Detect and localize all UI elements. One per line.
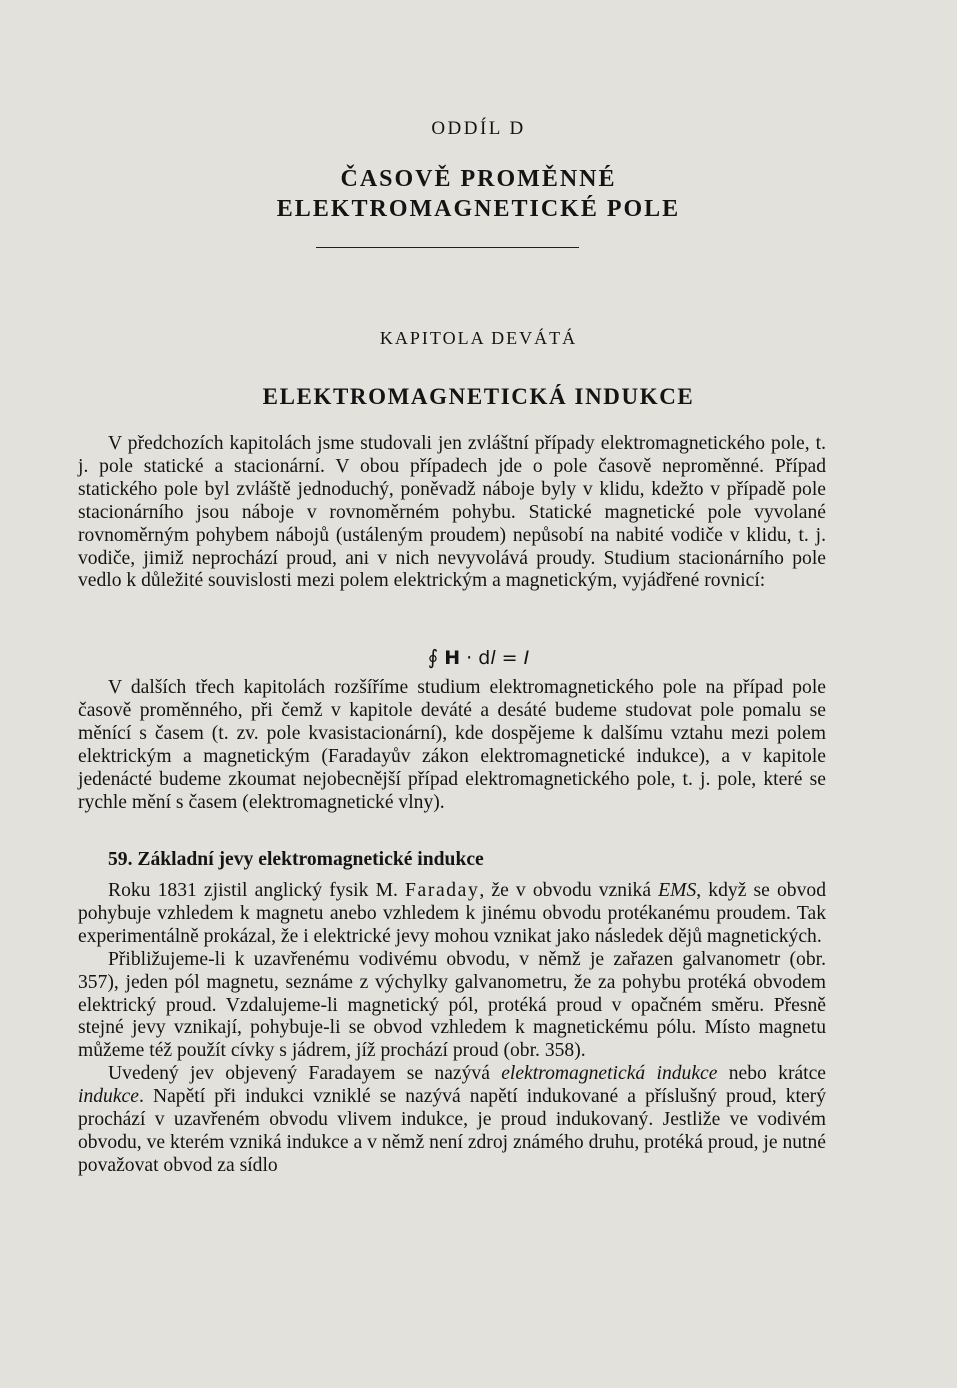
equation-dot: · d [460, 647, 491, 669]
p3-text-a: Uvedený jev objevený Faradayem se nazývá [108, 1063, 502, 1085]
faraday-name: Faraday [405, 880, 480, 901]
equation-line-element: l [490, 647, 496, 669]
title-divider [316, 247, 579, 248]
part-label: ODDÍL D [431, 118, 526, 139]
ampere-law-equation [0, 645, 957, 669]
p3-text-b: nebo krátce [717, 1063, 827, 1085]
chapter-title: ELEKTROMAGNETICKÁ INDUKCE [262, 384, 695, 409]
chapter-label: KAPITOLA DEVÁTÁ [379, 328, 578, 348]
equation-equals: = [495, 647, 524, 669]
equation-current: I [523, 647, 530, 669]
p1-text-c: , když se obvod pohybuje vzhledem k magnetu anebo vzhledem k jinému obvodu protékanému proudem. Tak experimentálně prokázal, že i elektrické jevy mohou vznikat jako následek dějů magnetických. [78, 880, 826, 947]
ems-term: EMS [658, 880, 697, 901]
section-paragraph-3 [78, 1063, 826, 1178]
contour-integral-symbol: ∮ [427, 645, 439, 669]
part-title [0, 164, 957, 224]
part-title-line-2: ELEKTROMAGNETICKÉ POLE [276, 196, 681, 222]
section-paragraph-2: Přibližujeme-li k uzavřenému vodivému obvodu, v němž je zařazen galvanometr (obr. 357), jeden pól magnetu, seznáme z výchylky galvanometru, že za pohybu protéká obvodem elektrický proud. Vzdalujeme-li magnetický pól, protéká proud v opačném směru. Přesně stejné jevy vznikají, pohybuje-li se obvod vzhledem k magnetickému pólu. Místo magnetu můžeme též použít cívky s jádrem, jíž prochází proud (obr. 358). [78, 948, 826, 1062]
second-paragraph: V dalších třech kapitolách rozšíříme studium elektromagnetického pole na případ pole časově proměnného, při čemž v kapitole deváté a desáté budeme studovat pole pomalu se měnící s časem (t. zv. pole kvasistacionární), kde dospějeme k dalšímu vztahu mezi polem elektrickým a magnetickým (Faradayův zákon elektromagnetické indukce), a v kapitole jedenácté budeme zkoumat nejobecnější případ elektromagnetického pole, t. j. pole, které se rychle mění s časem (elektromagnetické vlny). [78, 677, 826, 813]
p1-text-b: , že v obvodu vzniká [479, 880, 659, 901]
second-text [78, 677, 826, 814]
intro-paragraph: V předchozích kapitolách jsme studovali jen zvláštní případy elektromagnetického pole, t. j. pole statické a stacionární. V obou případech jde o pole časově neproměnné. Případ statického pole byl zvláště jednoduchý, poněvadž náboje byly v klidu, kdežto v případě pole stacionárního jsou náboje v rovnoměrném pohybu. Statické magnetické pole vyvolané rovnoměrným pohybem nábojů (ustáleným proudem) nepůsobí na nabité vodiče v klidu, t. j. vodiče, jimiž neprochází proud, ani v nich nevyvolává proudy. Studium stacionárního pole vedlo k důležité souvislosti mezi polem elektrickým a magnetickým, vyjádřené rovnicí: [78, 433, 826, 592]
section-heading: 59. Základní jevy elektromagnetické indukce [108, 849, 484, 870]
part-title-line-1: ČASOVĚ PROMĚNNÉ [340, 166, 617, 192]
term-electromagnetic-induction: elektromagnetická indukce [501, 1063, 718, 1085]
p1-text-a: Roku 1831 zjistil anglický fysik M. [108, 880, 406, 901]
term-induction: indukce [78, 1086, 139, 1108]
section-text [78, 880, 826, 1178]
equation-vector-h: H [444, 647, 461, 669]
p3-text-c: . Napětí při indukci vzniklé se nazývá napětí indukované a příslušný proud, který prochází v uzavřeném obvodu vlivem indukce, je proud indukovaný. Jestliže ve vodivém obvodu, ve kterém vzniká indukce a v němž není zdroj známého druhu, protéká proud, je nutné považovat obvod za sídlo [78, 1086, 826, 1176]
intro-text [78, 433, 826, 593]
section-paragraph-1 [78, 880, 826, 949]
